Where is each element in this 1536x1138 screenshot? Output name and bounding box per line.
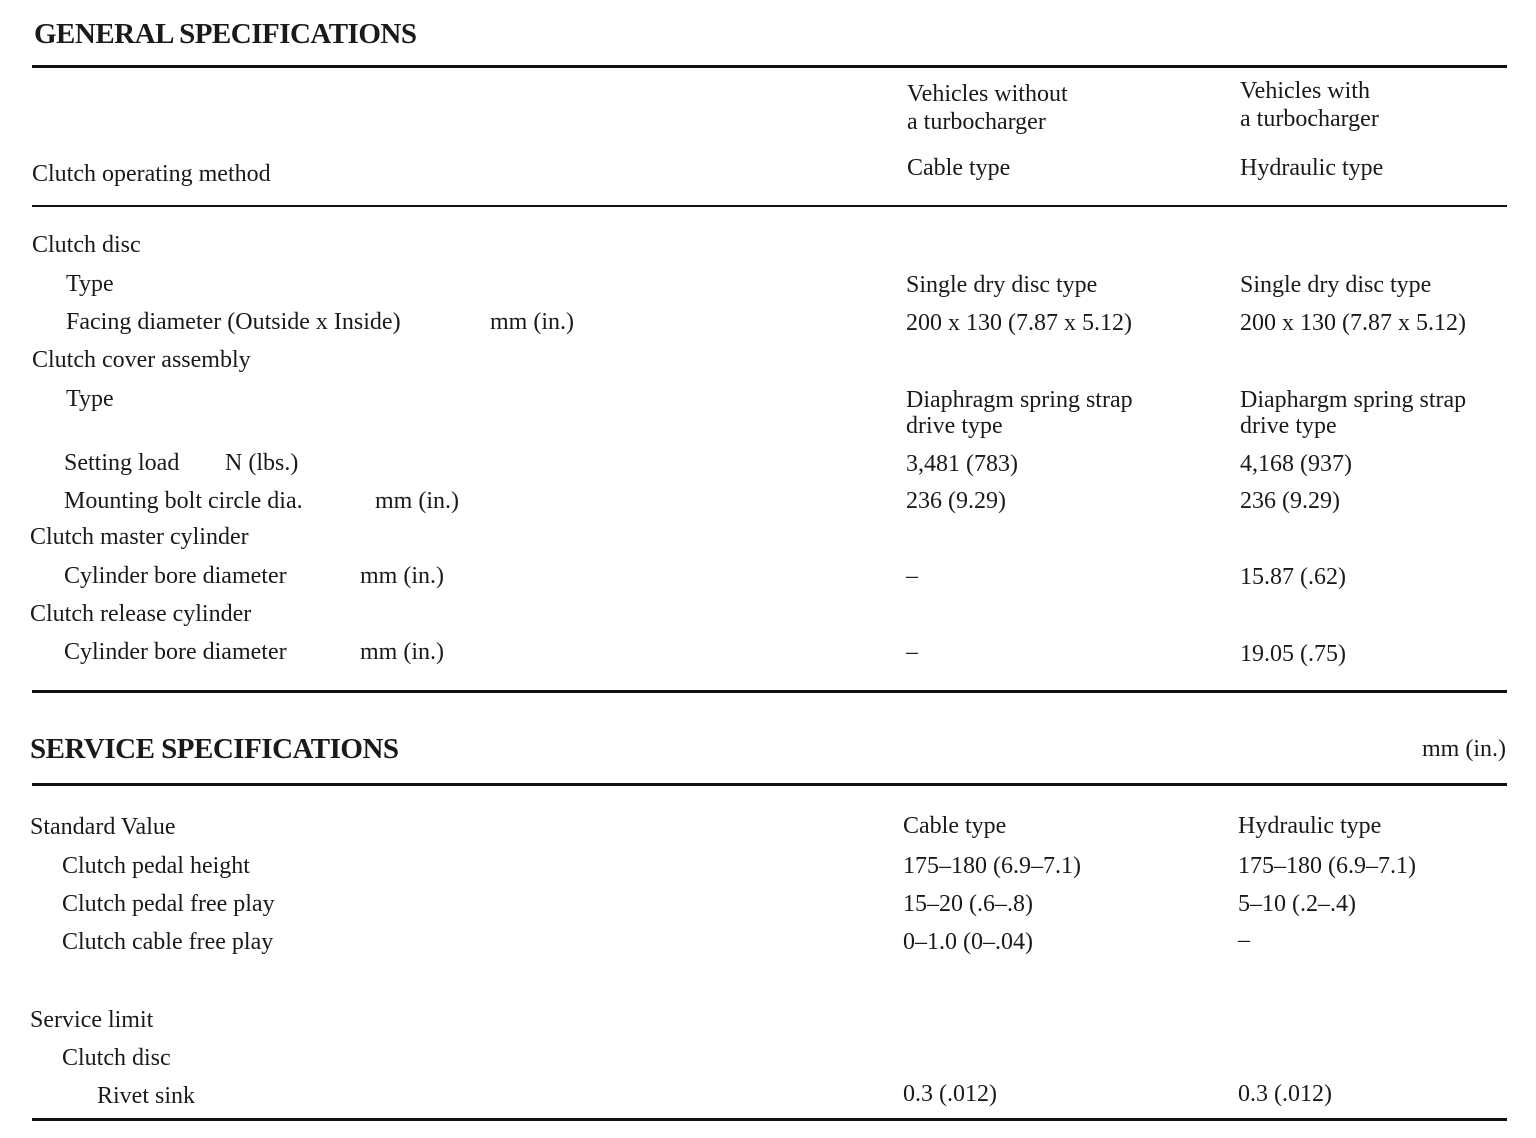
limit-clutch-disc-label: Clutch disc [62,1045,171,1071]
service-specifications-title: SERVICE SPECIFICATIONS [30,733,399,765]
pedal-free-play-label: Clutch pedal free play [62,891,275,917]
cover-type-label: Type [66,386,114,412]
clutch-cover-label: Clutch cover assembly [32,347,251,373]
cable-free-play-b: – [1238,927,1250,953]
divider [32,690,1507,693]
service-unit: mm (in.) [1422,736,1506,762]
disc-type-label: Type [66,271,114,297]
standard-value-b: Hydraulic type [1238,813,1382,839]
facing-diameter-unit: mm (in.) [490,309,574,335]
release-bore-label: Cylinder bore diameter [64,639,287,665]
operating-method-a: Cable type [907,155,1011,181]
setting-load-unit: N (lbs.) [225,450,299,476]
bolt-circle-label: Mounting bolt circle dia. [64,488,303,514]
service-limit-label: Service limit [30,1007,154,1033]
master-bore-a: – [906,563,918,589]
rivet-sink-a: 0.3 (.012) [903,1081,997,1107]
standard-value-a: Cable type [903,813,1007,839]
disc-type-b: Single dry disc type [1240,272,1432,298]
facing-diameter-b: 200 x 130 (7.87 x 5.12) [1240,310,1466,336]
facing-diameter-label: Facing diameter (Outside x Inside) [66,309,401,335]
master-bore-b: 15.87 (.62) [1240,564,1346,590]
setting-load-label: Setting load [64,450,180,476]
bolt-circle-b: 236 (9.29) [1240,488,1340,514]
divider [32,65,1507,68]
operating-method-b: Hydraulic type [1240,155,1384,181]
release-bore-b: 19.05 (.75) [1240,641,1346,667]
release-cylinder-label: Clutch release cylinder [30,601,252,627]
master-cylinder-label: Clutch master cylinder [30,524,249,550]
general-specifications-title: GENERAL SPECIFICATIONS [34,18,417,50]
release-bore-a: – [906,639,918,665]
col-b-header: a turbocharger [1240,106,1379,132]
operating-method-label: Clutch operating method [32,161,271,187]
bolt-circle-a: 236 (9.29) [906,488,1006,514]
pedal-height-a: 175–180 (6.9–7.1) [903,853,1081,879]
col-a-header: a turbocharger [907,109,1046,135]
rivet-sink-b: 0.3 (.012) [1238,1081,1332,1107]
col-a-header: Vehicles without [907,81,1068,107]
pedal-free-play-a: 15–20 (.6–.8) [903,891,1033,917]
cover-type-a: Diaphragm spring strap [906,387,1133,413]
facing-diameter-a: 200 x 130 (7.87 x 5.12) [906,310,1132,336]
release-bore-unit: mm (in.) [360,639,444,665]
cover-type-b: Diaphargm spring strap [1240,387,1467,413]
divider [32,205,1507,207]
clutch-disc-label: Clutch disc [32,232,141,258]
divider [32,1118,1507,1121]
master-bore-unit: mm (in.) [360,563,444,589]
pedal-free-play-b: 5–10 (.2–.4) [1238,891,1356,917]
standard-value-label: Standard Value [30,814,176,840]
cover-type-b: drive type [1240,413,1337,439]
pedal-height-b: 175–180 (6.9–7.1) [1238,853,1416,879]
divider [32,783,1507,786]
disc-type-a: Single dry disc type [906,272,1098,298]
setting-load-a: 3,481 (783) [906,451,1018,477]
cable-free-play-a: 0–1.0 (0–.04) [903,929,1033,955]
cover-type-a: drive type [906,413,1003,439]
bolt-circle-unit: mm (in.) [375,488,459,514]
col-b-header: Vehicles with [1240,78,1370,104]
master-bore-label: Cylinder bore diameter [64,563,287,589]
setting-load-b: 4,168 (937) [1240,451,1352,477]
cable-free-play-label: Clutch cable free play [62,929,274,955]
rivet-sink-label: Rivet sink [97,1083,196,1109]
pedal-height-label: Clutch pedal height [62,853,250,879]
